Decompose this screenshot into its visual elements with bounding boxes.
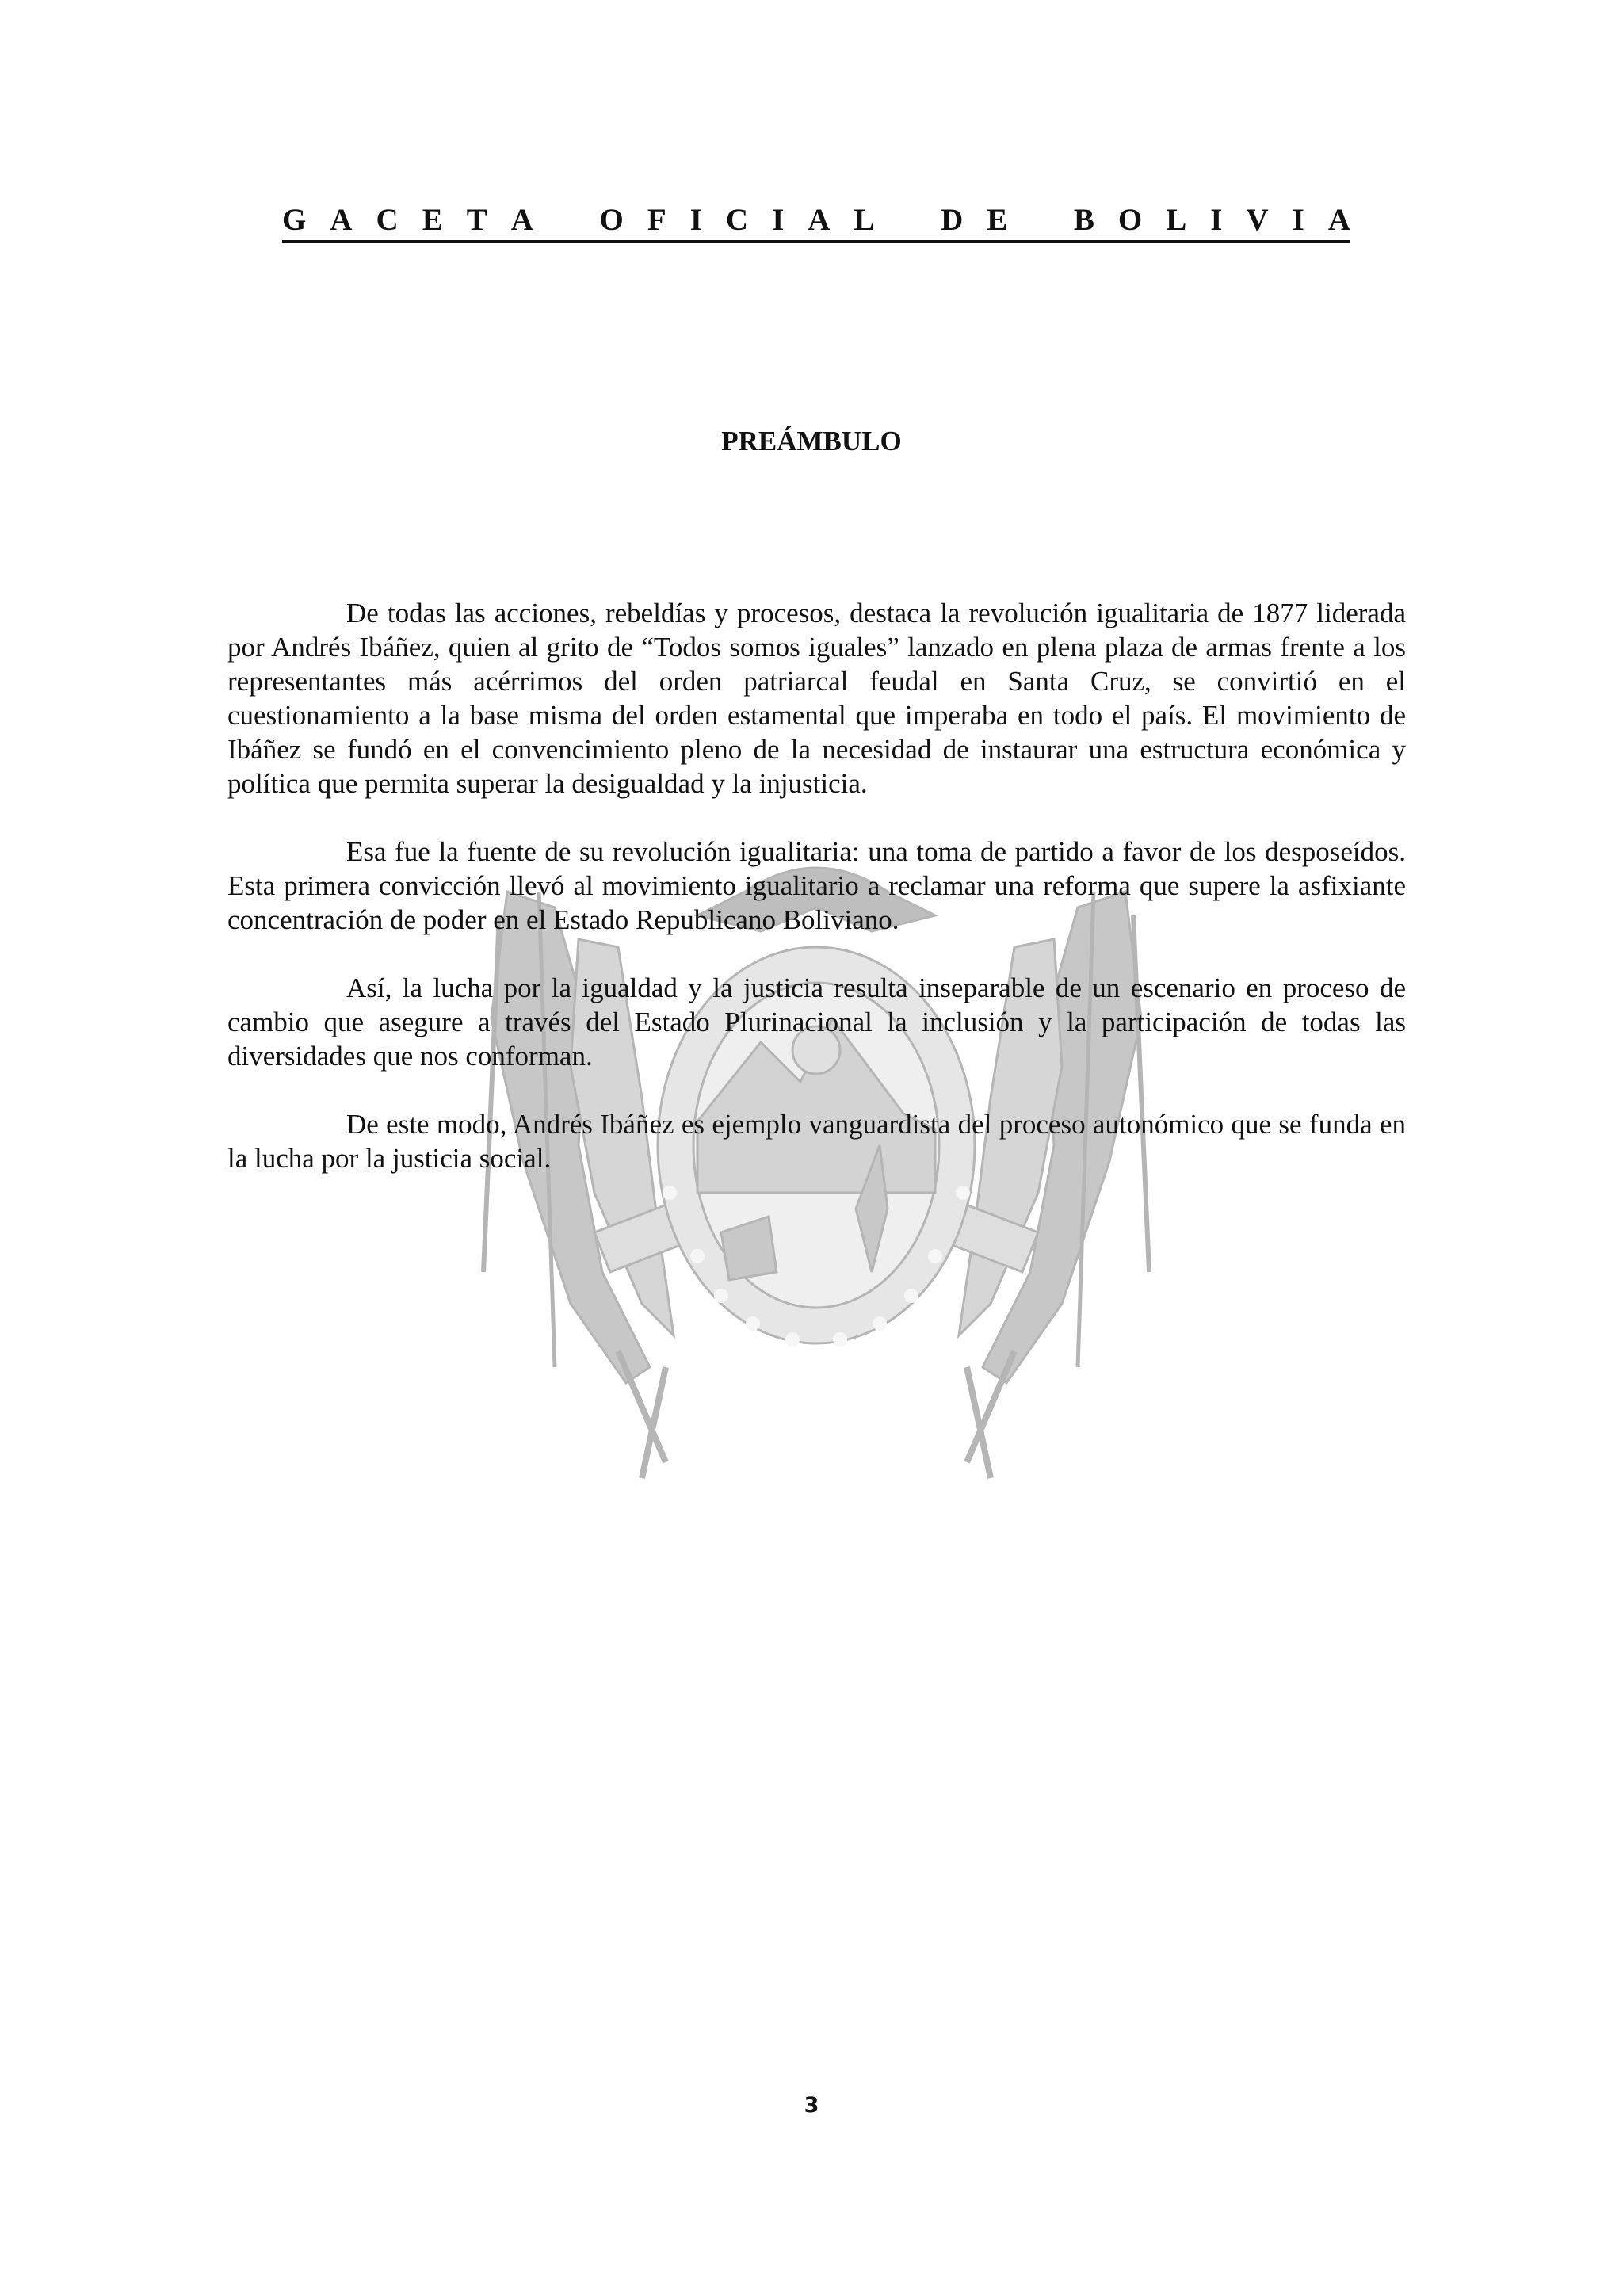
header-letter: A (330, 203, 353, 237)
header-letter: I (1210, 203, 1223, 237)
header-letter: L (854, 203, 875, 237)
header-letter: A (808, 203, 831, 237)
header-letter: A (510, 203, 533, 237)
paragraph: De todas las acciones, rebeldías y procesos, destaca la revolución igualitaria de 1877 liderada por Andrés Ibáñez, quien al grito de “Todos somos iguales” lanzado en plena plaza de armas frente a los representantes más acérrimos del orden patriarcal feudal en Santa Cruz, se convirtió en el cuestionamiento a la base misma del orden estamental que imperaba en todo el país. El movimiento de Ibáñez se fundó en el convencimiento pleno de la necesidad de instaurar una estructura económica y política que permita superar la desigualdad y la injusticia. (227, 598, 1406, 799)
page-number: 3 (804, 2093, 819, 2118)
header-letter: G (282, 203, 307, 237)
header-letter: D (941, 203, 964, 237)
paragraph: Así, la lucha por la igualdad y la justicia resulta inseparable de un escenario en proceso de cambio que asegure a través del Estado Plurinacional la inclusión y la participación de todas las diversidades que nos conforman. (227, 972, 1406, 1072)
header-letter: F (647, 203, 666, 237)
gazette-header (282, 193, 1350, 243)
header-letter: L (1166, 203, 1187, 237)
header-letter: O (1117, 203, 1143, 237)
header-word-2 (600, 202, 875, 239)
paragraph: Esa fue la fuente de su revolución igualitaria: una toma de partido a favor de los desposeídos. Esta primera convicción llevó al movimiento igualitario a reclamar una reforma que supere la asfixiante concentración de poder en el Estado Republicano Boliviano. (227, 836, 1406, 935)
header-letter: A (1327, 203, 1350, 237)
header-letter: V (1246, 203, 1269, 237)
header-letter: I (1292, 203, 1304, 237)
header-letter: E (422, 203, 443, 237)
header-letter: C (725, 203, 749, 237)
header-letter: T (466, 203, 487, 237)
header-letter: O (599, 203, 624, 237)
header-letter: I (772, 203, 785, 237)
section-title: PREÁMBULO (721, 426, 902, 457)
header-letter: C (376, 203, 399, 237)
header-word-3 (941, 202, 1007, 239)
header-letter: B (1073, 203, 1094, 237)
preamble-body (227, 596, 1406, 1209)
header-word-4 (1074, 202, 1350, 239)
paragraph: De este modo, Andrés Ibáñez es ejemplo vanguardista del proceso autonómico que se funda en la lucha por la justicia social. (227, 1109, 1406, 1174)
header-letter: E (987, 203, 1008, 237)
header-letter: I (689, 203, 702, 237)
header-word-1 (282, 202, 533, 239)
